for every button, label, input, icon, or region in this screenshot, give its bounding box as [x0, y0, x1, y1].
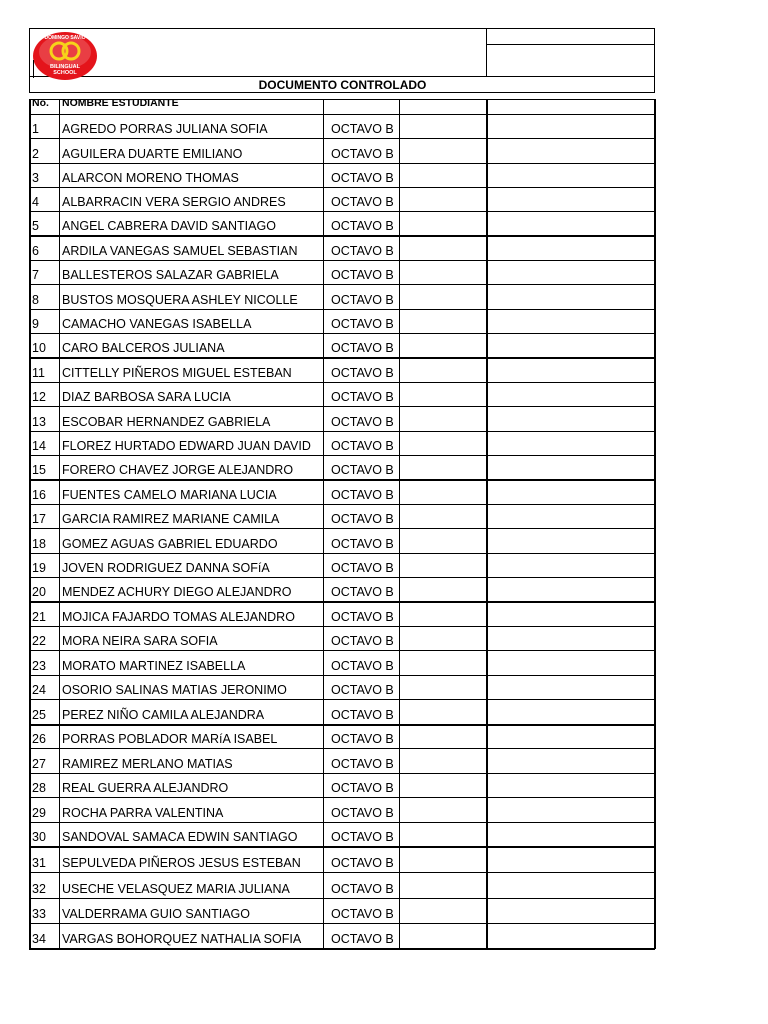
student-group: OCTAVO B	[331, 122, 394, 136]
student-number: 8	[32, 293, 39, 307]
student-group: OCTAVO B	[331, 439, 394, 453]
logo-left-mark	[33, 60, 34, 78]
row-divider	[29, 504, 655, 505]
student-group: OCTAVO B	[331, 537, 394, 551]
student-group: OCTAVO B	[331, 732, 394, 746]
row-divider	[29, 553, 655, 554]
student-name: ESCOBAR HERNANDEZ GABRIELA	[62, 415, 271, 429]
student-number: 31	[32, 856, 46, 870]
student-group: OCTAVO B	[331, 293, 394, 307]
row-divider	[29, 357, 655, 359]
student-name: FUENTES CAMELO MARIANA LUCIA	[62, 488, 277, 502]
student-name: SANDOVAL SAMACA EDWIN SANTIAGO	[62, 830, 298, 844]
student-number: 26	[32, 732, 46, 746]
student-group: OCTAVO B	[331, 268, 394, 282]
header-student-name: NOMBRE ESTUDIANTE	[62, 97, 179, 109]
row-divider	[29, 773, 655, 774]
student-name: GOMEZ AGUAS GABRIEL EDUARDO	[62, 537, 278, 551]
student-group: OCTAVO B	[331, 882, 394, 896]
student-name: MENDEZ ACHURY DIEGO ALEJANDRO	[62, 585, 292, 599]
student-group: OCTAVO B	[331, 585, 394, 599]
row-divider	[29, 406, 655, 407]
header-code-divider	[486, 28, 487, 76]
row-divider	[29, 724, 655, 726]
student-group: OCTAVO B	[331, 512, 394, 526]
school-logo	[30, 30, 100, 82]
svg-text:SCHOOL: SCHOOL	[53, 70, 77, 76]
row-divider	[29, 797, 655, 798]
student-group: OCTAVO B	[331, 830, 394, 844]
student-name: AGREDO PORRAS JULIANA SOFIA	[62, 122, 268, 136]
document-title: DOCUMENTO CONTROLADO	[258, 78, 427, 92]
column-divider	[399, 99, 400, 949]
row-divider	[29, 431, 655, 432]
student-number: 13	[32, 415, 46, 429]
student-name: SEPULVEDA PIÑEROS JESUS ESTEBAN	[62, 856, 301, 870]
student-group: OCTAVO B	[331, 171, 394, 185]
student-name: BUSTOS MOSQUERA ASHLEY NICOLLE	[62, 293, 298, 307]
student-name: MOJICA FAJARDO TOMAS ALEJANDRO	[62, 610, 295, 624]
student-number: 7	[32, 268, 39, 282]
student-name: AGUILERA DUARTE EMILIANO	[62, 147, 243, 161]
student-number: 20	[32, 585, 46, 599]
row-divider	[29, 479, 655, 481]
header-right-top-divider	[487, 44, 655, 45]
row-divider	[29, 138, 655, 139]
student-number: 23	[32, 659, 46, 673]
student-group: OCTAVO B	[331, 366, 394, 380]
header-top-border	[29, 28, 655, 29]
student-group: OCTAVO B	[331, 463, 394, 477]
row-divider	[29, 163, 655, 164]
header-right-border	[654, 28, 655, 92]
student-number: 14	[32, 439, 46, 453]
title-bottom-border	[29, 92, 655, 93]
student-name: REAL GUERRA ALEJANDRO	[62, 781, 229, 795]
student-group: OCTAVO B	[331, 244, 394, 258]
row-divider	[29, 650, 655, 651]
student-number: 34	[32, 932, 46, 946]
student-number: 5	[32, 219, 39, 233]
student-name: CITTELLY PIÑEROS MIGUEL ESTEBAN	[62, 366, 292, 380]
student-group: OCTAVO B	[331, 195, 394, 209]
column-divider	[29, 99, 31, 949]
student-group: OCTAVO B	[331, 806, 394, 820]
row-divider	[29, 948, 655, 950]
student-number: 1	[32, 122, 39, 136]
student-group: OCTAVO B	[331, 317, 394, 331]
row-divider	[29, 872, 655, 873]
student-group: OCTAVO B	[331, 932, 394, 946]
row-divider	[29, 923, 655, 924]
student-name: CARO BALCEROS JULIANA	[62, 341, 225, 355]
student-name: USECHE VELASQUEZ MARIA JULIANA	[62, 882, 290, 896]
row-divider	[29, 382, 655, 383]
header-number: No.	[32, 97, 49, 109]
row-divider	[29, 284, 655, 285]
column-divider	[486, 99, 488, 949]
student-number: 27	[32, 757, 46, 771]
student-group: OCTAVO B	[331, 147, 394, 161]
row-divider	[29, 528, 655, 529]
student-number: 18	[32, 537, 46, 551]
student-group: OCTAVO B	[331, 708, 394, 722]
student-group: OCTAVO B	[331, 341, 394, 355]
student-group: OCTAVO B	[331, 683, 394, 697]
student-group: OCTAVO B	[331, 610, 394, 624]
row-divider	[29, 577, 655, 578]
row-divider	[29, 699, 655, 700]
student-name: ALARCON MORENO THOMAS	[62, 171, 239, 185]
student-name: RAMIREZ MERLANO MATIAS	[62, 757, 233, 771]
student-name: MORATO MARTINEZ ISABELLA	[62, 659, 246, 673]
student-group: OCTAVO B	[331, 659, 394, 673]
student-number: 12	[32, 390, 46, 404]
row-divider	[29, 626, 655, 627]
student-number: 6	[32, 244, 39, 258]
student-number: 21	[32, 610, 46, 624]
row-divider	[29, 822, 655, 823]
row-divider	[29, 211, 655, 212]
student-name: JOVEN RODRIGUEZ DANNA SOFíA	[62, 561, 270, 575]
student-number: 28	[32, 781, 46, 795]
student-number: 11	[32, 366, 45, 380]
row-divider	[29, 846, 655, 848]
table-header-bottom-border	[29, 114, 655, 115]
student-name: ROCHA PARRA VALENTINA	[62, 806, 224, 820]
student-group: OCTAVO B	[331, 634, 394, 648]
row-divider	[29, 260, 655, 261]
student-number: 4	[32, 195, 39, 209]
row-divider	[29, 333, 655, 334]
student-name: FLOREZ HURTADO EDWARD JUAN DAVID	[62, 439, 311, 453]
student-number: 9	[32, 317, 39, 331]
student-number: 32	[32, 882, 46, 896]
student-name: GARCIA RAMIREZ MARIANE CAMILA	[62, 512, 280, 526]
student-number: 3	[32, 171, 39, 185]
student-name: ALBARRACIN VERA SERGIO ANDRES	[62, 195, 286, 209]
student-name: DIAZ BARBOSA SARA LUCIA	[62, 390, 231, 404]
student-name: FORERO CHAVEZ JORGE ALEJANDRO	[62, 463, 294, 477]
student-number: 25	[32, 708, 46, 722]
student-name: MORA NEIRA SARA SOFIA	[62, 634, 218, 648]
student-group: OCTAVO B	[331, 561, 394, 575]
student-number: 15	[32, 463, 46, 477]
student-number: 33	[32, 907, 46, 921]
student-name: VARGAS BOHORQUEZ NATHALIA SOFIA	[62, 932, 302, 946]
student-group: OCTAVO B	[331, 781, 394, 795]
student-name: PEREZ NIÑO CAMILA ALEJANDRA	[62, 708, 265, 722]
svg-text:BILINGUAL: BILINGUAL	[50, 64, 80, 70]
student-name: VALDERRAMA GUIO SANTIAGO	[62, 907, 251, 921]
student-number: 29	[32, 806, 46, 820]
row-divider	[29, 235, 655, 237]
row-divider	[29, 601, 655, 603]
student-name: CAMACHO VANEGAS ISABELLA	[62, 317, 252, 331]
student-number: 30	[32, 830, 46, 844]
student-group: OCTAVO B	[331, 390, 394, 404]
student-number: 2	[32, 147, 39, 161]
student-number: 16	[32, 488, 46, 502]
student-number: 19	[32, 561, 46, 575]
student-group: OCTAVO B	[331, 907, 394, 921]
student-number: 24	[32, 683, 46, 697]
student-name: BALLESTEROS SALAZAR GABRIELA	[62, 268, 279, 282]
student-name: ARDILA VANEGAS SAMUEL SEBASTIAN	[62, 244, 298, 258]
row-divider	[29, 675, 655, 676]
student-number: 17	[32, 512, 46, 526]
row-divider	[29, 455, 655, 456]
student-group: OCTAVO B	[331, 219, 394, 233]
row-divider	[29, 309, 655, 310]
student-number: 22	[32, 634, 46, 648]
header-bottom-border	[29, 76, 655, 77]
student-name: ANGEL CABRERA DAVID SANTIAGO	[62, 219, 276, 233]
row-divider	[29, 187, 655, 188]
column-divider	[654, 99, 656, 949]
student-name: PORRAS POBLADOR MARíA ISABEL	[62, 732, 278, 746]
student-group: OCTAVO B	[331, 757, 394, 771]
student-group: OCTAVO B	[331, 856, 394, 870]
row-divider	[29, 898, 655, 899]
student-group: OCTAVO B	[331, 488, 394, 502]
column-divider	[323, 99, 324, 949]
student-group: OCTAVO B	[331, 415, 394, 429]
column-divider	[59, 99, 60, 949]
student-number: 10	[32, 341, 46, 355]
svg-text:DOMINGO SAVIO: DOMINGO SAVIO	[44, 35, 86, 41]
row-divider	[29, 748, 655, 749]
student-name: OSORIO SALINAS MATIAS JERONIMO	[62, 683, 287, 697]
